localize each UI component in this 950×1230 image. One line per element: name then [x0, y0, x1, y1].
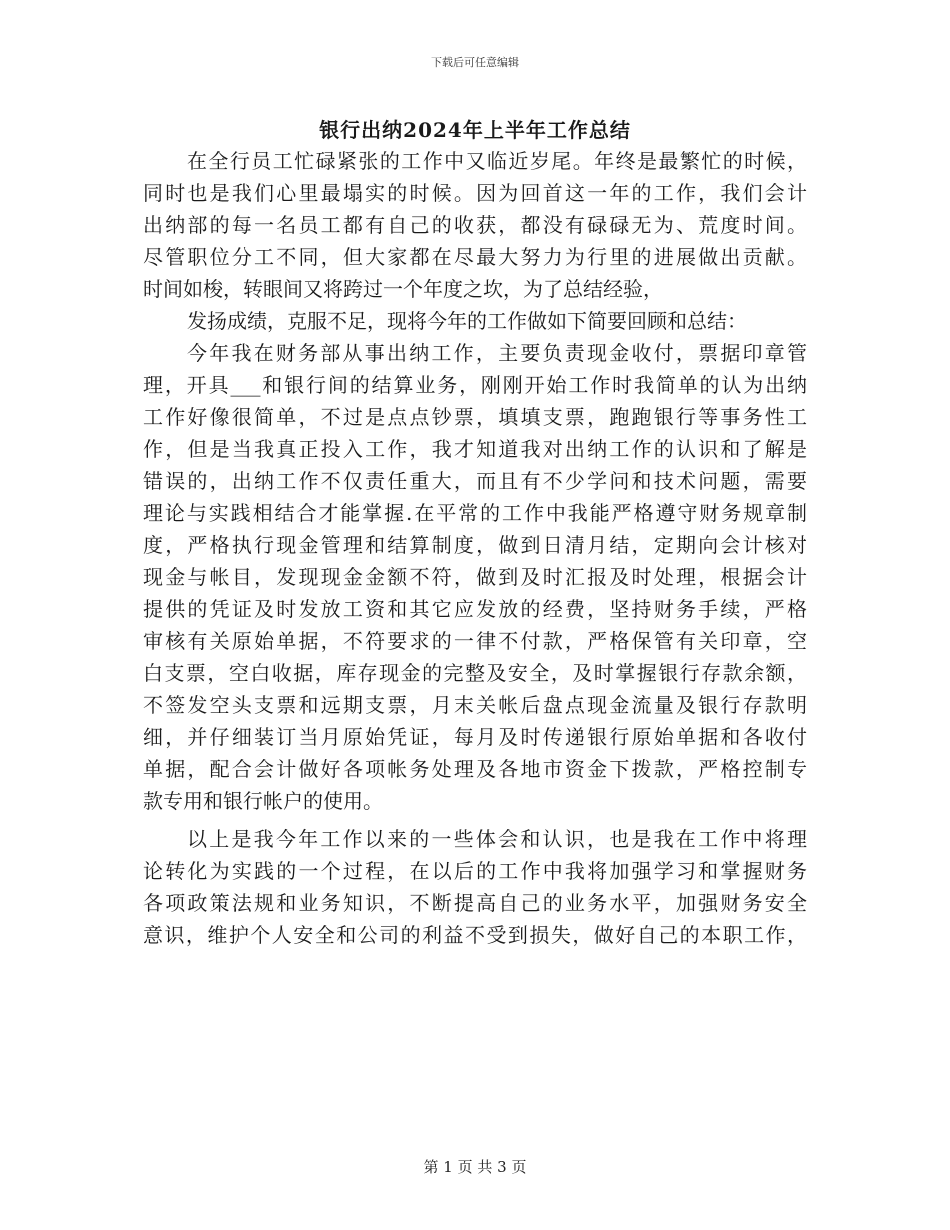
body-line: 出纳部的每一名员工都有自己的收获，都没有碌碌无为、荒度时间。 [143, 213, 807, 237]
body-line: 发扬成绩，克服不足，现将今年的工作做如下简要回顾和总结： [187, 309, 747, 333]
body-line: 不签发空头支票和远期支票，月末关帐后盘点现金流量及银行存款明 [143, 693, 807, 717]
body-line: 时间如梭，转眼间又将跨过一个年度之坎，为了总结经验， [143, 277, 663, 301]
body-line: 款专用和银行帐户的使用。 [143, 789, 383, 813]
body-line: 今年我在财务部从事出纳工作，主要负责现金收付，票据印章管 [187, 341, 807, 365]
page-footer: 第 1 页 共 3 页 [423, 1158, 527, 1176]
body-line: 尽管职位分工不同，但大家都在尽最大努力为行里的进展做出贡献。 [143, 245, 807, 269]
body-line: 以上是我今年工作以来的一些体会和认识，也是我在工作中将理 [187, 827, 807, 851]
body-line: 作，但是当我真正投入工作，我才知道我对出纳工作的认识和了解是 [143, 437, 807, 461]
body-line: 工作好像很简单，不过是点点钞票，填填支票，跑跑银行等事务性工 [143, 405, 807, 429]
body-line: 错误的，出纳工作不仅责任重大，而且有不少学问和技术问题，需要 [143, 469, 807, 493]
body-line: 理，开具___和银行间的结算业务，刚刚开始工作时我简单的认为出纳 [143, 373, 807, 397]
body-line: 在全行员工忙碌紧张的工作中又临近岁尾。年终是最繁忙的时候， [187, 149, 807, 173]
document-title: 银行出纳2024年上半年工作总结 [319, 118, 631, 142]
document-body [143, 145, 807, 951]
body-line: 论转化为实践的一个过程，在以后的工作中我将加强学习和掌握财务 [143, 859, 807, 883]
body-line: 理论与实践相结合才能掌握.在平常的工作中我能严格遵守财务规章制 [143, 501, 807, 525]
body-line: 意识，维护个人安全和公司的利益不受到损失，做好自己的本职工作， [143, 923, 807, 947]
body-line: 度，严格执行现金管理和结算制度，做到日清月结，定期向会计核对 [143, 533, 807, 557]
body-line: 审核有关原始单据，不符要求的一律不付款，严格保管有关印章，空 [143, 629, 807, 653]
header-note: 下载后可任意编辑 [431, 56, 519, 69]
body-line: 提供的凭证及时发放工资和其它应发放的经费，坚持财务手续，严格 [143, 597, 807, 621]
body-line: 同时也是我们心里最塌实的时候。因为回首这一年的工作，我们会计 [143, 181, 807, 205]
body-line: 白支票，空白收据，库存现金的完整及安全，及时掌握银行存款余额， [143, 661, 807, 685]
body-line: 单据，配合会计做好各项帐务处理及各地市资金下拨款，严格控制专 [143, 757, 807, 781]
body-line: 现金与帐目，发现现金金额不符，做到及时汇报及时处理，根据会计 [143, 565, 807, 589]
body-line: 细，并仔细装订当月原始凭证，每月及时传递银行原始单据和各收付 [143, 725, 807, 749]
body-line: 各项政策法规和业务知识，不断提高自己的业务水平，加强财务安全 [143, 891, 807, 915]
